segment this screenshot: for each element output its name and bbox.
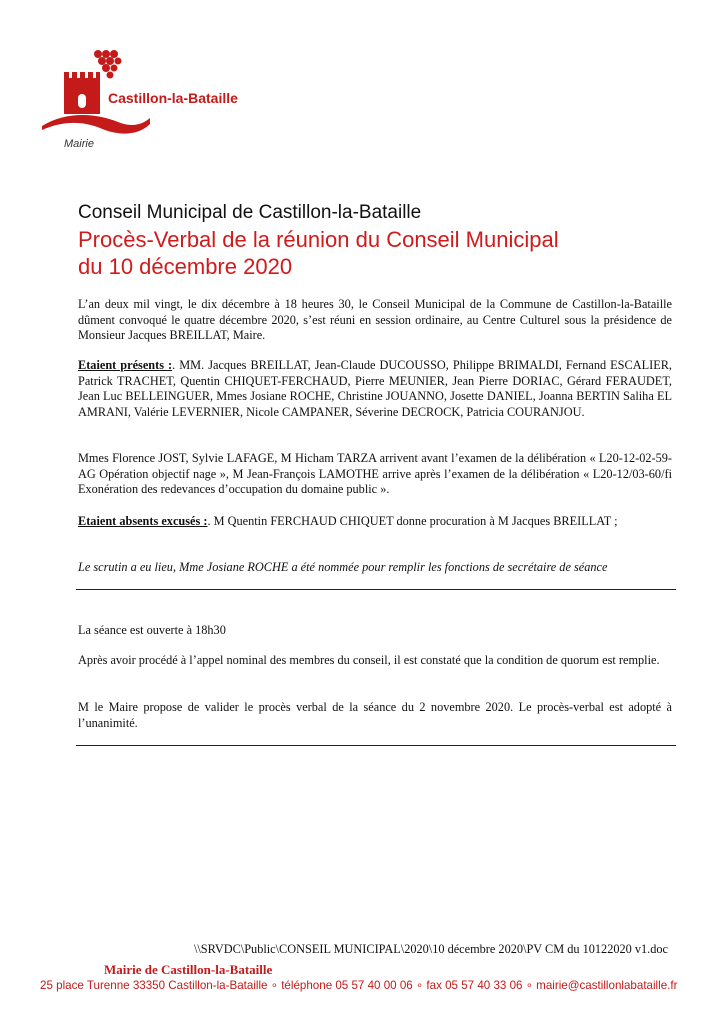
absents-paragraph — [78, 514, 672, 530]
document-title — [78, 226, 559, 280]
footer-address: 25 place Turenne 33350 Castillon-la-Bataille ∘ téléphone 05 57 40 00 06 ∘ fax 05 57 40 33 06 ∘ mairie@castillonlabataille.fr — [40, 979, 678, 992]
document-title-line2: du 10 décembre 2020 — [78, 254, 293, 279]
document-title-line1: Procès-Verbal de la réunion du Conseil Municipal — [78, 227, 559, 252]
file-path: \\SRVDC\Public\CONSEIL MUNICIPAL\2020\10 décembre 2020\PV CM du 10122020 v1.doc — [193, 942, 668, 956]
footer-organisation: Mairie de Castillon-la-Bataille — [104, 962, 273, 977]
logo-town-name: Castillon-la-Bataille — [108, 90, 238, 106]
intro-paragraph: L’an deux mil vingt, le dix décembre à 18 heures 30, le Conseil Municipal de la Commune de Castillon-la-Bataille dûment convoqué le quatre décembre 2020, s’est réuni en session ordinaire, au Centre Culturel sous la présidence de Monsieur Jacques BREILLAT, Maire. — [78, 297, 672, 342]
presents-label: Etaient présents : — [78, 358, 173, 372]
absents-list: . M Quentin FERCHAUD CHIQUET donne procuration à M Jacques BREILLAT ; — [207, 514, 618, 528]
arrivals-paragraph: Mmes Florence JOST, Sylvie LAFAGE, M Hicham TARZA arrivent avant l’examen de la délibération « L20-12-02-59-AG Opération objectif nage », M Jean-François LAMOTHE arrive après l’examen de la délibération « L20-12/03-60/fi Exonération des redevances d’occupation du domaine public ». — [78, 451, 672, 496]
river-wave-icon — [42, 115, 150, 134]
scrutin-paragraph: Le scrutin a eu lieu, Mme Josiane ROCHE a été nommée pour remplir les fonctions de secrétaire de séance — [78, 560, 608, 574]
divider-top — [76, 589, 676, 590]
quorum-paragraph: Après avoir procédé à l’appel nominal des membres du conseil, il est constaté que la condition de quorum est remplie. — [78, 653, 660, 667]
logo-subtitle: Mairie — [64, 138, 94, 150]
presents-list: . MM. Jacques BREILLAT, Jean-Claude DUCOUSSO, Philippe BRIMALDI, Fernand ESCALIER, Patrick TRACHET, Quentin CHIQUET-FERCHAUD, Pierre MEUNIER, Jean Pierre DORIAC, Gérard FERAUDET, Jean Luc BELLEINGUER, Mmes Josiane ROCHE, Christine JOUANNO, Josette DANIEL, Joanna BERTIN Saliha EL AMRANI, Valérie LEVERNIER, Nicole CAMPANER, Séverine DECROCK, Patricia COURANJOU. — [78, 358, 672, 419]
divider-bottom — [76, 745, 676, 746]
presents-paragraph — [78, 358, 672, 420]
pv-paragraph: M le Maire propose de valider le procès verbal de la séance du 2 novembre 2020. Le procès-verbal est adopté à l’unanimité. — [78, 700, 672, 730]
seance-paragraph: La séance est ouverte à 18h30 — [78, 623, 226, 637]
council-title: Conseil Municipal de Castillon-la-Bataille — [78, 202, 422, 223]
absents-label: Etaient absents excusés : — [78, 514, 208, 528]
